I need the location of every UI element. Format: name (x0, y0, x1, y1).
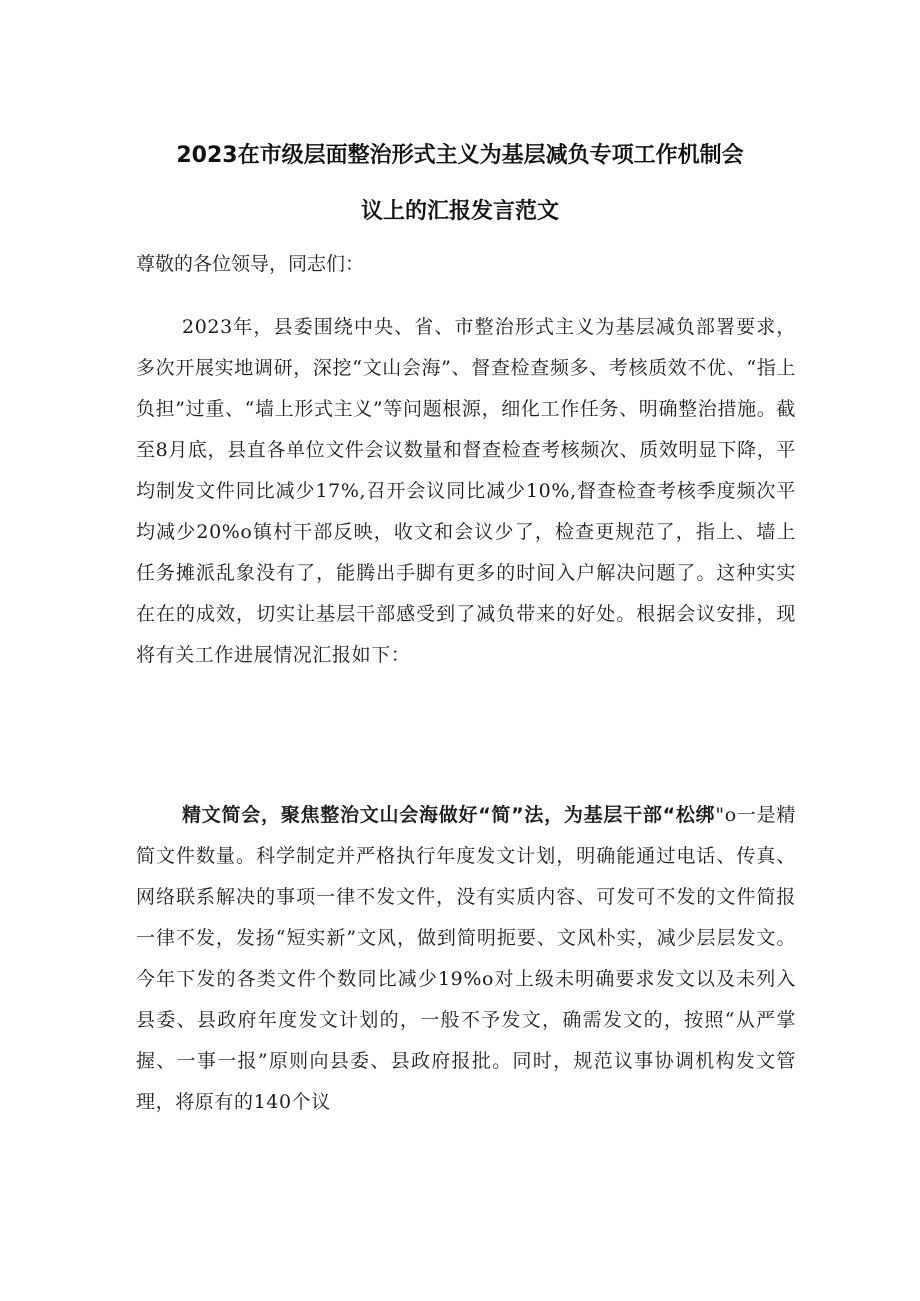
paragraph-2-lead: 精文简会，聚焦整治文山会海做好“简”法，为基层干部“松绑 (182, 804, 716, 826)
salutation: 尊敬的各位领导，同志们： (136, 253, 365, 275)
title-line-1: 2023在市级层面整治形式主义为基层减负专项工作机制会 (176, 143, 744, 168)
paragraph-1: 2023年，县委围绕中央、省、市整治形式主义为基层减负部署要求，多次开展实地调研，深挖“文山会海”、督查检查频多、考核质效不优、“指上负担”过重、“墙上形式主义”等问题根源，细化工作任务、明确整治措施。截至8月底，县直各单位文件会议数量和督查检查考核频次、质效明显下降，平均制发文件同比减少17%,召开会议同比减少10%,督查检查考核季度频次平均减少20%o镇村干部反映，收文和会议少了，检查更规范了，指上、墙上任务摊派乱象没有了，能腾出手脚有更多的时间入户解决问题了。这种实实在在的成效，切实让基层干部感受到了减负带来的好处。根据会议安排，现将有关工作进展情况汇报如下： (136, 316, 796, 666)
paragraph-2-body: "o一是精简文件数量。科学制定并严格执行年度发文计划，明确能通过电话、传真、网络联系解决的事项一律不发文件，没有实质内容、可发可不发的文件简报一律不发，发扬“短实新”文风，做到简明扼要、文风朴实，减少层层发文。今年下发的各类文件个数同比减少19%o对上级未明确要求发文以及未列入县委、县政府年度发文计划的，一般不予发文，确需发文的，按照“从严掌握、一事一报”原则向县委、县政府报批。同时，规范议事协调机构发文管理，将原有的140个议 (136, 804, 796, 1113)
document-title (120, 128, 800, 240)
title-line-2: 议上的汇报发言范文 (360, 199, 559, 224)
paragraph-2 (136, 795, 796, 1123)
